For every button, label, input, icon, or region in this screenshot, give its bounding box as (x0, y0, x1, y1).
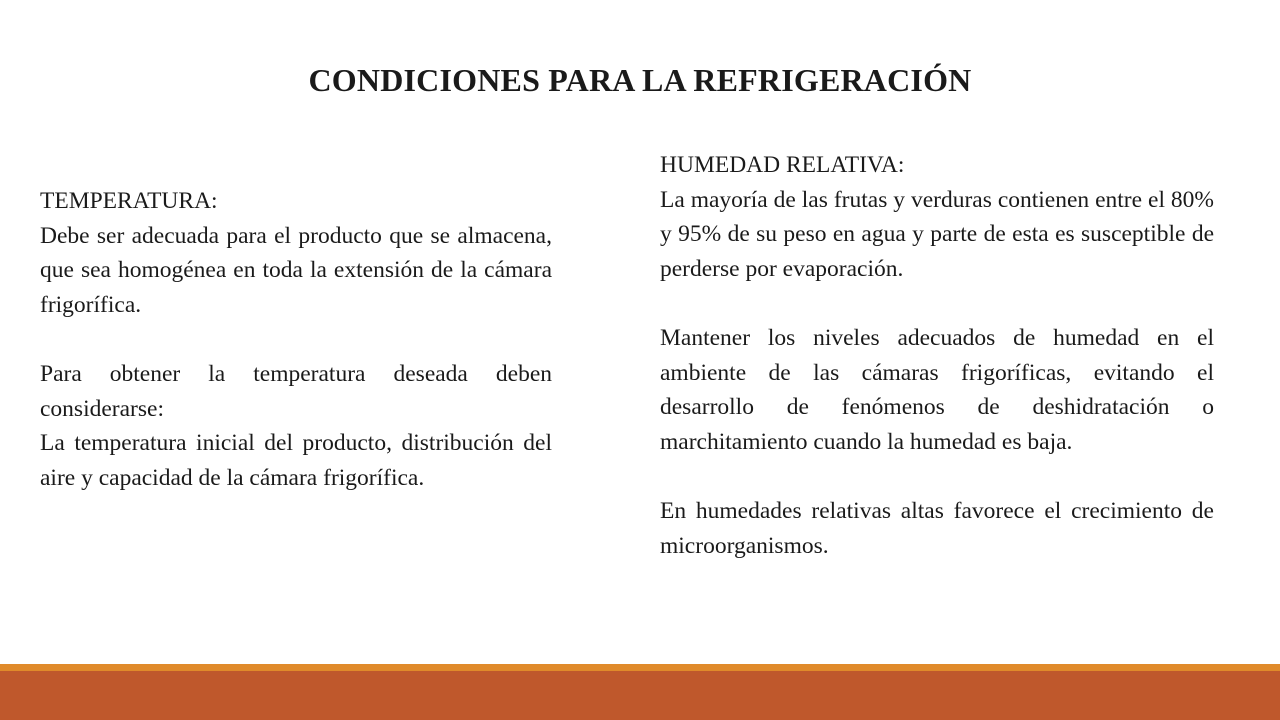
temperatura-section (40, 184, 552, 495)
humedad-section (660, 148, 1214, 563)
temperatura-paragraph-3: La temperatura inicial del producto, distribución del aire y capacidad de la cámara frigorífica. (40, 430, 552, 491)
temperatura-paragraph-1: Debe ser adecuada para el producto que se almacena, que sea homogénea en toda la extensión de la cámara frigorífica. (40, 222, 552, 318)
temperatura-paragraph-2: Para obtener la temperatura deseada deben considerarse: (40, 360, 552, 422)
paragraph-spacer (660, 286, 1214, 321)
temperatura-heading: TEMPERATURA: (40, 188, 218, 214)
paragraph-spacer (660, 459, 1214, 494)
humedad-paragraph-1: La mayoría de las frutas y verduras contienen entre el 80% y 95% de su peso en agua y parte de esta es susceptible de perderse por evaporación. (660, 186, 1214, 282)
footer-accent-line (0, 664, 1280, 671)
humedad-paragraph-3: En humedades relativas altas favorece el crecimiento de microorganismos. (660, 497, 1214, 559)
footer-accent-band (0, 671, 1280, 720)
humedad-heading: HUMEDAD RELATIVA: (660, 152, 905, 178)
slide-title: CONDICIONES PARA LA REFRIGERACIÓN (308, 62, 972, 98)
humedad-paragraph-2: Mantener los niveles adecuados de humedad en el ambiente de las cámaras frigoríficas, evitando el desarrollo de fenómenos de deshidratación o marchitamiento cuando la humedad es baja. (660, 324, 1214, 455)
paragraph-spacer (40, 322, 552, 357)
